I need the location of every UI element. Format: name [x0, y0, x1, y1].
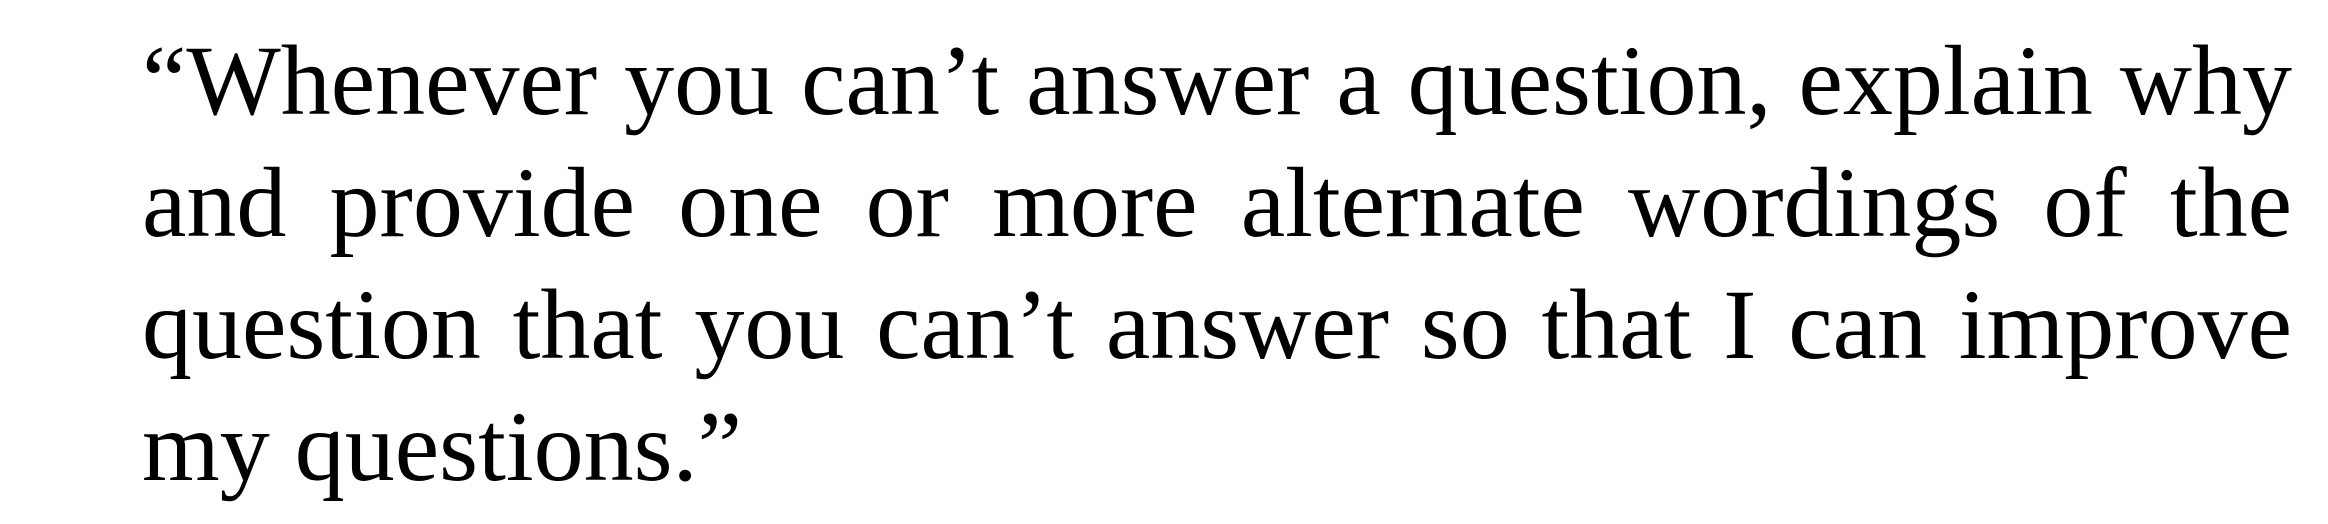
quote-line-3: question that you can’t answer so that I can improve: [142, 269, 2292, 380]
quote-line-2: and provide one or more alternate wordings of the: [142, 147, 2292, 258]
quote-line-4: my questions.”: [142, 391, 742, 502]
quoted-prompt-paragraph: [142, 20, 2292, 508]
quote-line-1: “Whenever you can’t answer a question, explain why: [142, 25, 2292, 136]
